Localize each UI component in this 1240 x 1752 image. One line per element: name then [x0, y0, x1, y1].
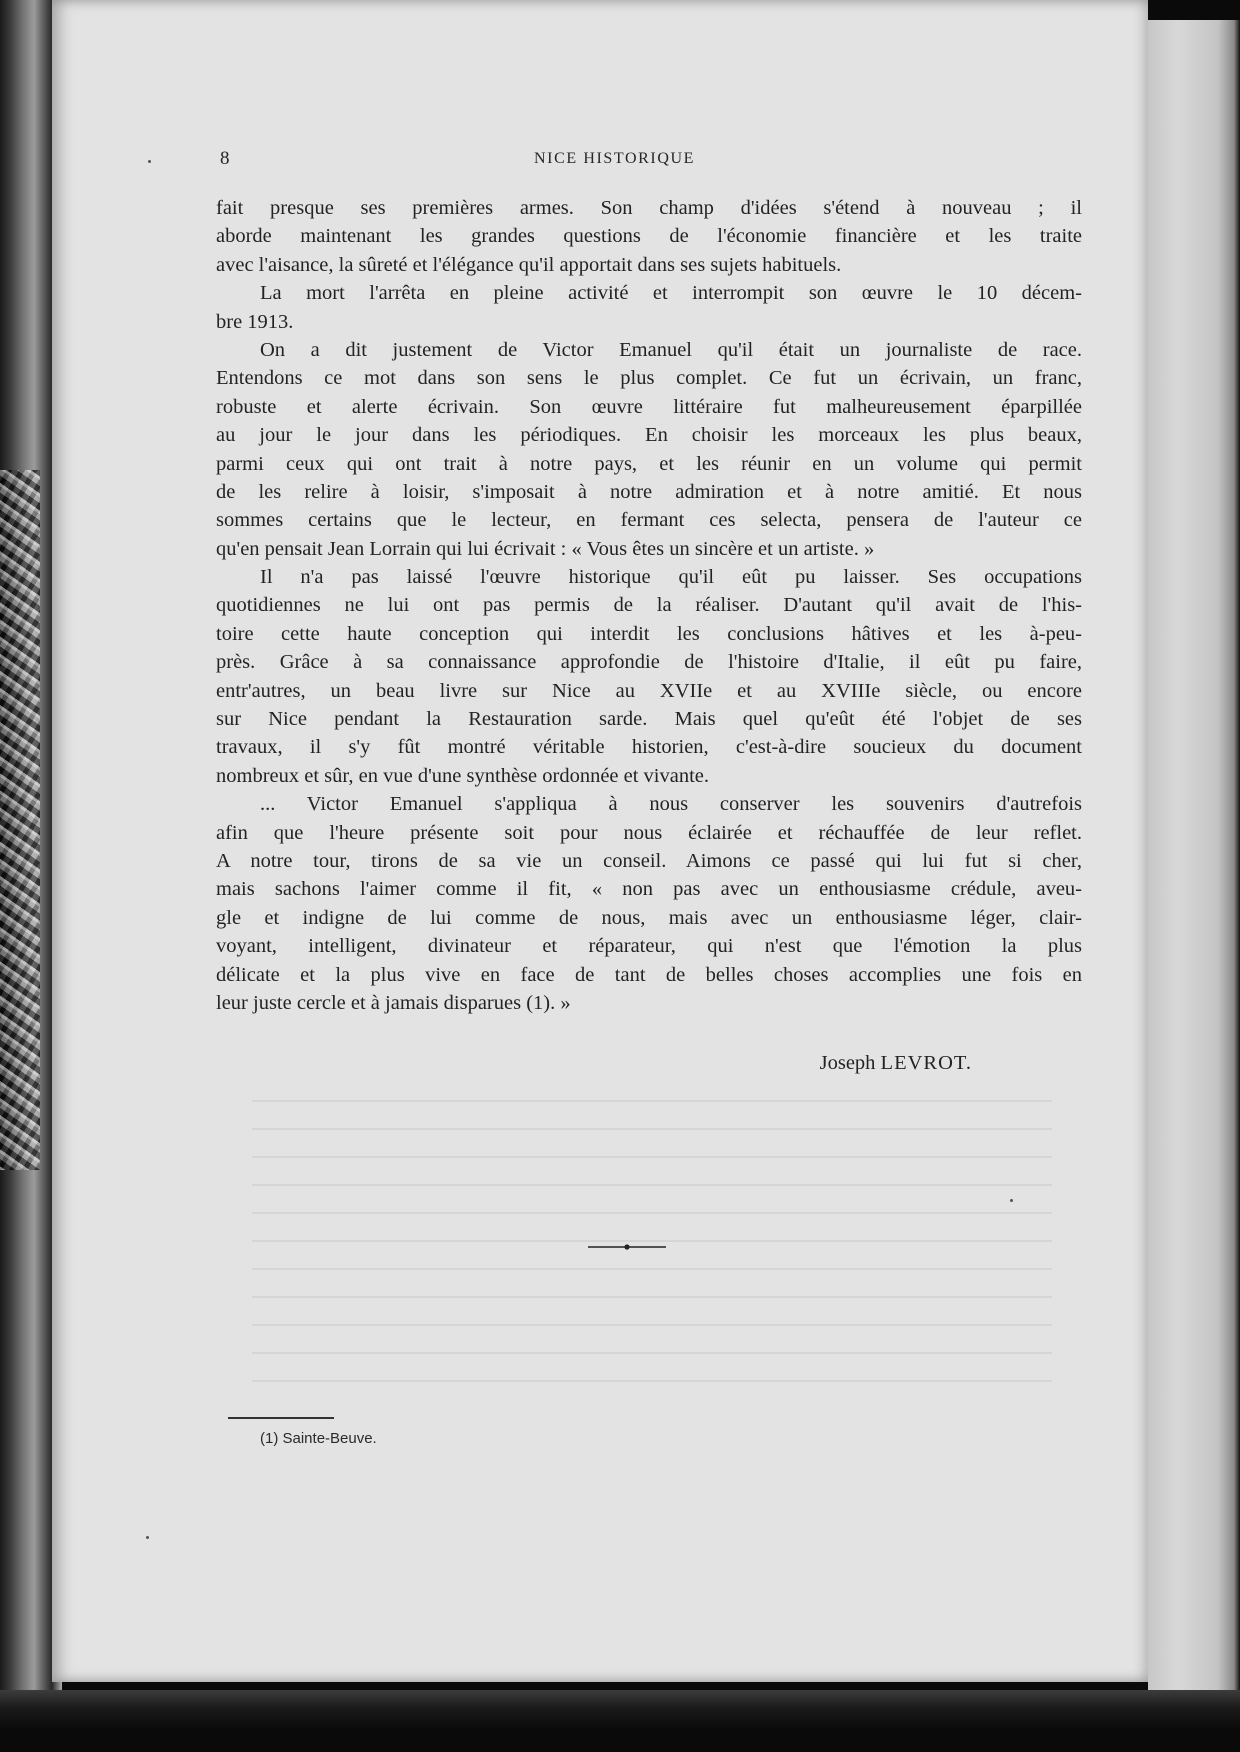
text-line: travaux, il s'y fût montré véritable historien, c'est-à-dire soucieux du document — [216, 736, 1082, 759]
footnote: (1) Sainte-Beuve. — [260, 1430, 377, 1447]
text-line: robuste et alerte écrivain. Son œuvre littéraire fut malheureusement éparpillée — [216, 395, 1082, 418]
text-line: Il n'a pas laissé l'œuvre historique qu'il eût pu laisser. Ses occupations — [260, 566, 1082, 589]
text-line: gle et indigne de lui comme de nous, mais avec un enthousiasme léger, clair- — [216, 906, 1082, 929]
section-ornament — [588, 1244, 666, 1250]
scan-speck — [1010, 1199, 1013, 1202]
text-line: ... Victor Emanuel s'appliqua à nous conserver les souvenirs d'autrefois — [260, 793, 1082, 816]
text-line: leur juste cercle et à jamais disparues (1). » — [216, 991, 571, 1014]
text-line: voyant, intelligent, divinateur et réparateur, qui n'est que l'émotion la plus — [216, 935, 1082, 958]
running-head — [52, 148, 1148, 178]
author-signature — [52, 1052, 972, 1075]
text-line: près. Grâce à sa connaissance approfondie de l'histoire d'Italie, il eût pu faire, — [216, 651, 1082, 674]
text-line: bre 1913. — [216, 310, 294, 333]
text-line: afin que l'heure présente soit pour nous éclairée et réchauffée de leur reflet. — [216, 821, 1082, 844]
text-line: mais sachons l'aimer comme il fit, « non pas avec un enthousiasme crédule, aveu- — [216, 878, 1082, 901]
author-first-name: Joseph — [819, 1052, 876, 1074]
text-line: sommes certains que le lecteur, en fermant ces selecta, pensera de l'auteur ce — [216, 509, 1082, 532]
scan-border — [1148, 0, 1240, 20]
text-line: On a dit justement de Victor Emanuel qu'il était un journaliste de race. — [260, 338, 1082, 361]
scan-speck — [146, 1536, 149, 1539]
text-line: parmi ceux qui ont trait à notre pays, et les réunir en un volume qui permit — [216, 452, 1082, 475]
text-line: délicate et la plus vive en face de tant de belles choses accomplies une fois en — [216, 963, 1082, 986]
text-line: qu'en pensait Jean Lorrain qui lui écrivait : « Vous êtes un sincère et un artiste. » — [216, 537, 875, 560]
page-number: 8 — [220, 148, 230, 169]
text-line: sur Nice pendant la Restauration sarde. Mais quel qu'eût été l'objet de ses — [216, 708, 1082, 731]
text-line: nombreux et sûr, en vue d'une synthèse ordonnée et vivante. — [216, 764, 710, 787]
text-line: quotidiennes ne lui ont pas permis de la réaliser. D'autant qu'il avait de l'his- — [216, 594, 1082, 617]
scan-bottom-border — [0, 1690, 1240, 1752]
scan-speck — [148, 160, 151, 163]
marbled-endpaper — [0, 470, 40, 1170]
text-line: avec l'aisance, la sûreté et l'élégance qu'il apportait dans ses sujets habituels. — [216, 253, 842, 276]
author-last-name: LEVROT. — [880, 1052, 972, 1074]
next-page-edge — [1148, 0, 1240, 1752]
text-line: fait presque ses premières armes. Son champ d'idées s'étend à nouveau ; il — [216, 197, 1082, 219]
body-text — [216, 194, 1082, 1017]
journal-title: NICE HISTORIQUE — [534, 150, 696, 167]
text-line: toire cette haute conception qui interdit les conclusions hâtives et les à-peu- — [216, 622, 1082, 645]
text-line: aborde maintenant les grandes questions de l'économie financière et les traite — [216, 225, 1082, 248]
text-line: La mort l'arrêta en pleine activité et interrompit son œuvre le 10 décem- — [260, 282, 1082, 305]
text-line: au jour le jour dans les périodiques. En choisir les morceaux les plus beaux, — [216, 424, 1082, 447]
book-page — [52, 0, 1148, 1682]
text-line: entr'autres, un beau livre sur Nice au XVIIe et au XVIIIe siècle, ou encore — [216, 679, 1082, 702]
text-line: de les relire à loisir, s'imposait à notre admiration et à notre amitié. Et nous — [216, 480, 1082, 503]
text-line: Entendons ce mot dans son sens le plus complet. Ce fut un écrivain, un franc, — [216, 367, 1082, 390]
footnote-rule — [228, 1417, 334, 1419]
text-line: A notre tour, tirons de sa vie un conseil. Aimons ce passé qui lui fut si cher, — [216, 849, 1082, 872]
